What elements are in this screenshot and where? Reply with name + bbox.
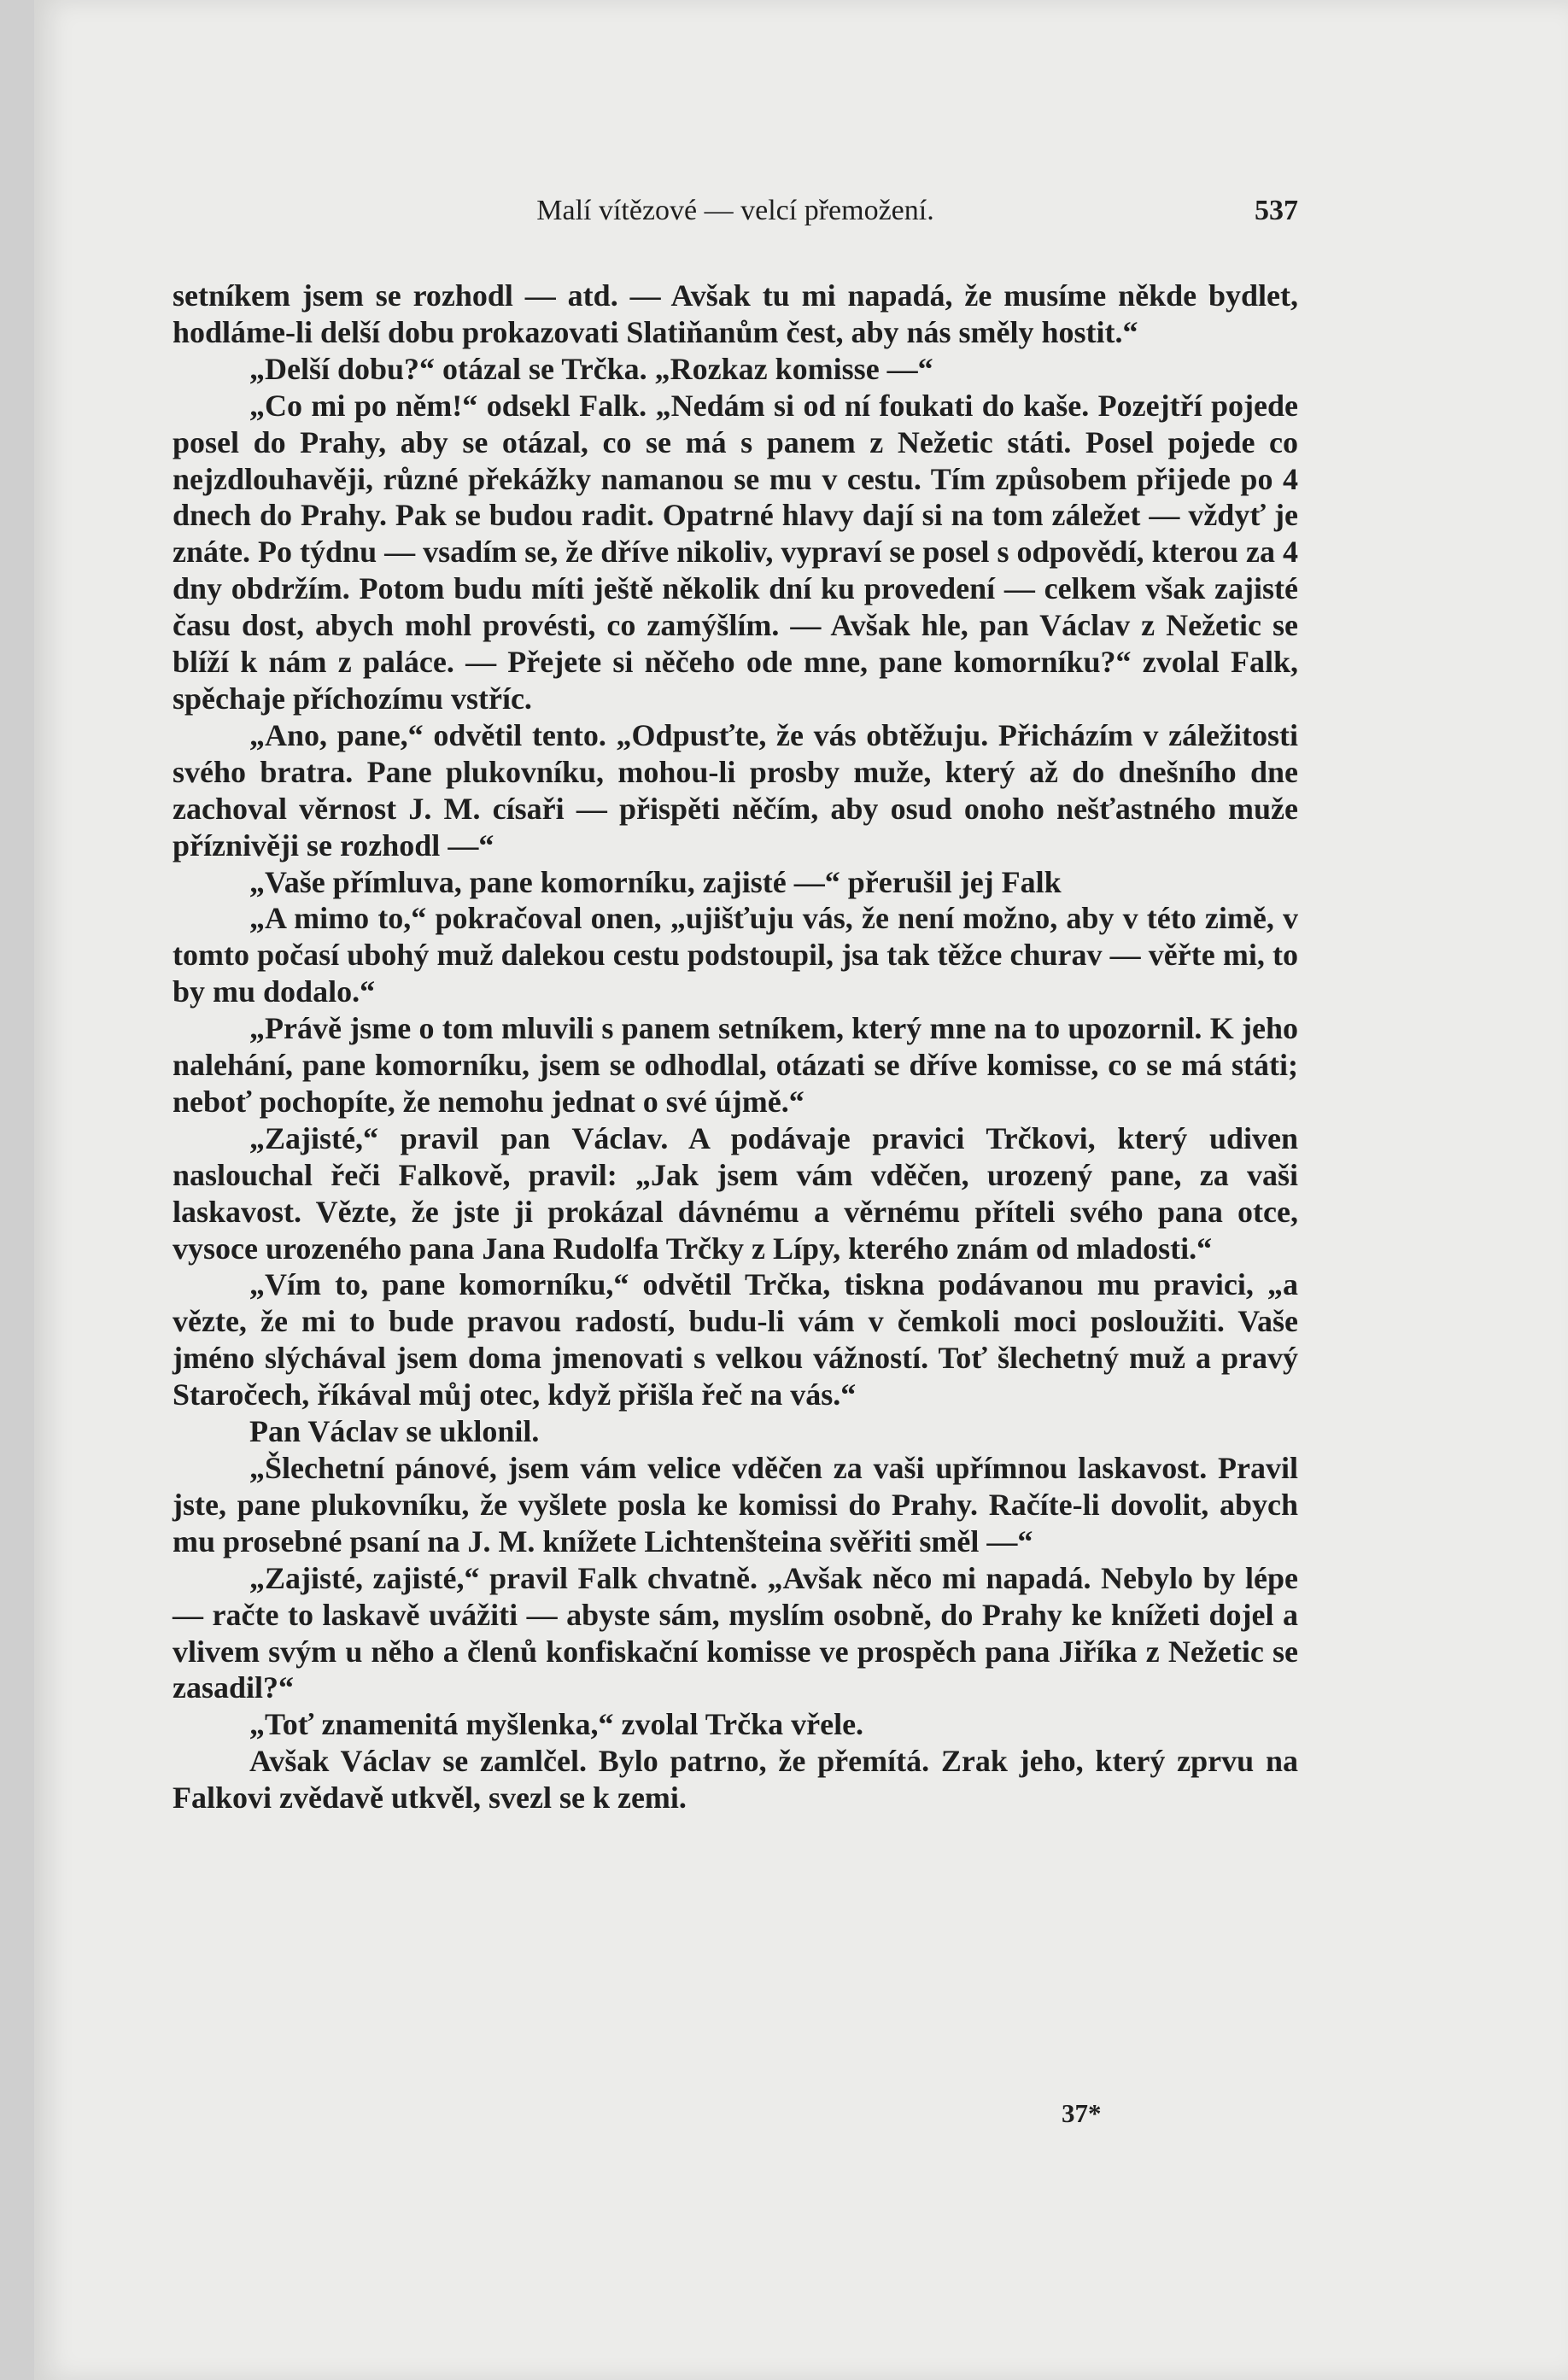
paragraph: „Zajisté, zajisté,“ pravil Falk chvatně. „Avšak něco mi napadá. Nebylo by lépe — račte to laskavě uvážiti — abyste sám, myslím osobně, do Prahy ke knížeti dojel a vlivem svým u něho a členů konfiskační komisse ve prospěch pana Jiříka z Nežetic se zasadil?“ [173,1560,1298,1705]
paragraph: setníkem jsem se rozhodl — atd. — Avšak tu mi napadá, že musíme někde bydlet, hodláme-li delší dobu prokazovati Slatiňanům čest, aby nás směly hostit.“ [173,278,1298,349]
signature-mark: 37* [1062,2098,1102,2128]
paragraph: „Vaše přímluva, pane komorníku, zajisté —“ přerušil jej Falk [249,864,1062,899]
paragraph: „A mimo to,“ pokračoval onen, „ujišťuju vás, že není možno, aby v této zimě, v tomto počasí ubohý muž dalekou cestu podstoupil, jsa tak těžce churav — věřte mi, to by mu dodalo.“ [173,901,1298,1009]
paragraph: Pan Václav se uklonil. [249,1414,540,1449]
paragraph: Avšak Václav se zamlčel. Bylo patrno, že přemítá. Zrak jeho, který zprvu na Falkovi zvědavě utkvěl, svezl se k zemi. [173,1744,1298,1816]
paragraph: „Delší dobu?“ otázal se Trčka. „Rozkaz komisse —“ [249,351,933,386]
paragraph: „Šlechetní pánové, jsem vám velice vděčen za vaši upřímnou laskavost. Pravil jste, pane plukovníku, že vyšlete posla ke komissi do Prahy. Račíte-li dovolit, abych mu prosebné psaní na J. M. knížete Lichtenšteina svěřiti směl —“ [173,1451,1298,1558]
body-text [173,278,1298,1816]
running-header [173,195,1298,237]
page-number: 537 [1255,195,1298,226]
paragraph: „Co mi po něm!“ odsekl Falk. „Nedám si od ní foukati do kaše. Pozejtří pojede posel do Prahy, aby se otázal, co se má s panem z Nežetic státi. Posel pojede co nejzdlouhavěji, různé překážky namanou se mu v cestu. Tím způsobem přijede po 4 dnech do Prahy. Pak se budou radit. Opatrné hlavy dají si na tom záležet — vždyť je znáte. Po týdnu — vsadím se, že dříve nikoliv, vypraví se posel s odpovědí, kterou za 4 dny obdržím. Potom budu míti ještě několik dní ku provedení — celkem však zajisté času dost, abych mohl provésti, co zamýšlím. — Avšak hle, pan Václav z Nežetic se blíží k nám z paláce. — Přejete si něčeho ode mne, pane komorníku?“ zvolal Falk, spěchaje příchozímu vstříc. [173,388,1298,716]
paragraph: „Toť znamenitá myšlenka,“ zvolal Trčka vřele. [249,1707,864,1742]
paragraph: „Vím to, pane komorníku,“ odvětil Trčka, tiskna podávanou mu pravici, „a vězte, že mi to bude pravou radostí, budu-li vám v čemkoli moci posloužiti. Vaše jméno slýchával jsem doma jmenovati s velkou vážností. Toť šlechetný muž a pravý Staročech, říkával můj otec, když přišla řeč na vás.“ [173,1267,1298,1412]
running-title: Malí vítězové — velcí přemožení. [536,195,934,226]
paragraph: „Zajisté,“ pravil pan Václav. A podávaje pravici Trčkovi, který udiven naslouchal řeči Falkově, pravil: „Jak jsem vám vděčen, urozený pane, za vaši laskavost. Vězte, že jste ji prokázal dávnému a věrnému příteli svého pana otce, vysoce urozeného pana Jana Rudolfa Trčky z Lípy, kterého znám od mladosti.“ [173,1120,1298,1266]
paragraph: „Právě jsme o tom mluvili s panem setníkem, který mne na to upozornil. K jeho nalehání, pane komorníku, jsem se odhodlal, otázati se dříve komisse, co se má státi; neboť pochopíte, že nemohu jednat o své újmě.“ [173,1011,1298,1119]
paragraph: „Ano, pane,“ odvětil tento. „Odpusťte, že vás obtěžuju. Přicházím v záležitosti svého bratra. Pane plukovníku, mohou-li prosby muže, který až do dnešního dne zachoval věrnost J. M. císaři — přispěti něčím, aby osud onoho nešťastného muže příznivěji se rozhodl —“ [173,717,1298,863]
